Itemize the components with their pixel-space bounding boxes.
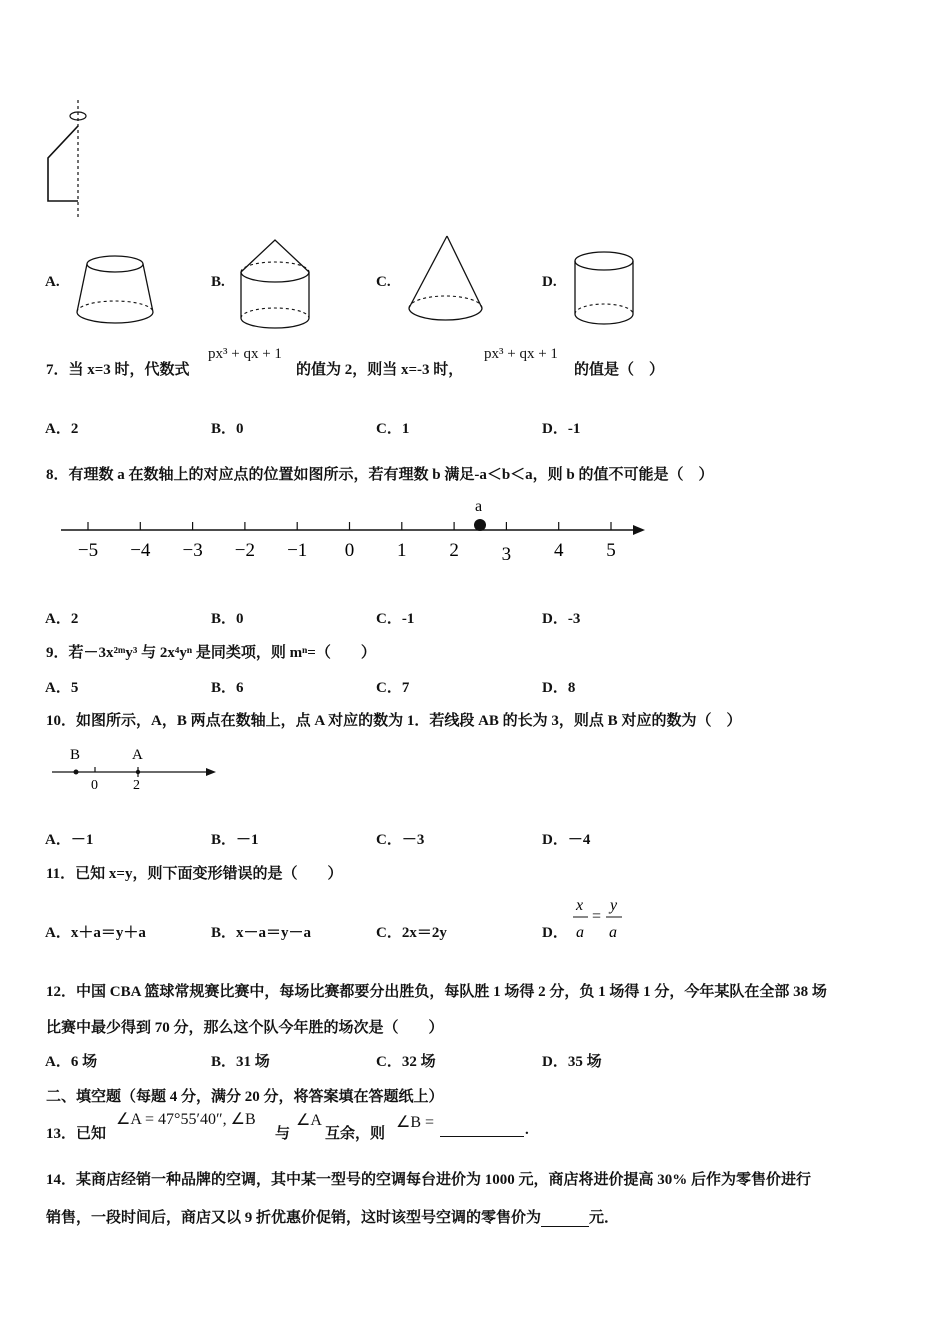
q7-expression-2: px³ + qx + 1 — [484, 346, 558, 362]
q6-option-a-label: A. — [45, 274, 60, 290]
q14-stem-line2 — [46, 1206, 619, 1227]
q6-option-c-cone — [402, 232, 488, 330]
q9-option-b: B．6 — [211, 680, 244, 696]
q6-option-a-frustum — [72, 252, 158, 330]
q8-option-b: B．0 — [211, 611, 244, 627]
q11-option-d-fraction — [570, 893, 630, 943]
q8-point-a-label: a — [475, 498, 483, 515]
q8-number-line — [55, 494, 655, 572]
q8-option-a: A．2 — [45, 611, 79, 627]
q8-stem: 8．有理数 a 在数轴上的对应点的位置如图所示，若有理数 b 满足-a＜b＜a，则 b 的值不可能是（ ） — [46, 467, 714, 483]
q10-option-b: B．－1 — [211, 832, 259, 848]
q7-stem-suffix: 的值是（ ） — [574, 362, 665, 378]
q10-stem: 10．如图所示，A，B 两点在数轴上，点 A 对应的数为 1．若线段 AB 的长为 3，则点 B 对应的数为（ ） — [46, 713, 742, 729]
q7-stem-mid: 的值为 2，则当 x=-3 时， — [296, 362, 464, 378]
q7-option-b: B．0 — [211, 421, 244, 437]
q10-option-c: C．－3 — [376, 832, 425, 848]
q8-option-d: D．-3 — [542, 611, 581, 627]
q9-option-d: D．8 — [542, 680, 576, 696]
q8-tick-label: 3 — [501, 544, 512, 565]
fraction-equals: = — [592, 908, 602, 925]
q8-tick-label: 5 — [606, 540, 616, 561]
q6-option-b-label: B. — [211, 274, 225, 290]
q8-tick-label: −2 — [234, 540, 256, 561]
q12-option-d: D．35 场 — [542, 1054, 602, 1070]
q7-expression-1: px³ + qx + 1 — [208, 346, 282, 362]
q7-stem-prefix: 7．当 x=3 时，代数式 — [46, 362, 190, 378]
q14-answer-blank[interactable] — [541, 1210, 589, 1227]
section-2-title: 二、填空题（每题 4 分，满分 20 分，将答案填在答题纸上） — [46, 1089, 444, 1105]
q10-option-a: A．－1 — [45, 832, 94, 848]
q10-number-line — [48, 742, 223, 794]
fraction-num-right: y — [610, 897, 618, 914]
q13-expression-3: ∠B = — [396, 1114, 435, 1131]
q10-label-zero: 0 — [91, 778, 98, 793]
q12-stem-line1: 12．中国 CBA 篮球常规赛比赛中，每场比赛都要分出胜负，每队胜 1 场得 2 分，负 1 场得 1 分，今年某队在全部 38 场 — [46, 984, 827, 1000]
q11-option-d: D． — [542, 925, 568, 941]
q8-tick-label: 4 — [553, 540, 564, 561]
q9-stem: 9．若－3x²ᵐy³ 与 2x⁴yⁿ 是同类项，则 mⁿ=（ ） — [46, 645, 376, 661]
rotation-figure — [40, 98, 100, 220]
q13-end: . — [525, 1122, 529, 1138]
q6-option-c-label: C. — [376, 274, 391, 290]
q10-label-two: 2 — [133, 778, 140, 793]
q10-option-d: D．－4 — [542, 832, 591, 848]
q7-option-a: A．2 — [45, 421, 79, 437]
q14-stem-line1: 14．某商店经销一种品牌的空调，其中某一型号的空调每台进价为 1000 元，商店将进价提高 30% 后作为零售价进行 — [46, 1172, 812, 1188]
q13-prefix: 13．已知 — [46, 1126, 107, 1142]
q6-option-d-cylinder — [568, 248, 640, 332]
q13-mid-2: 互余，则 — [325, 1126, 386, 1142]
q7-stem — [46, 358, 190, 379]
q8-tick-label: −3 — [182, 540, 203, 561]
q8-tick-label: 1 — [397, 540, 407, 561]
q7-option-d: D．-1 — [542, 421, 581, 437]
q7-option-c: C．1 — [376, 421, 410, 437]
q6-option-b-cone-cylinder — [234, 236, 316, 332]
q9-option-a: A．5 — [45, 680, 79, 696]
q13-expression-1: ∠A = 47°55′40″, ∠B — [116, 1111, 256, 1128]
q14-line2-suffix: 元． — [589, 1210, 620, 1226]
fraction-den-left: a — [576, 924, 584, 941]
q14-line2-prefix: 销售，一段时间后，商店又以 9 折优惠价促销，这时该型号空调的零售价为 — [46, 1210, 542, 1226]
q12-option-b: B．31 场 — [211, 1054, 270, 1070]
q12-option-c: C．32 场 — [376, 1054, 436, 1070]
q10-label-b: B — [70, 747, 81, 763]
q8-tick-label: −1 — [287, 540, 308, 561]
q8-tick-label: 2 — [449, 540, 459, 561]
q11-option-b: B．x－a＝y－a — [211, 925, 312, 941]
q6-option-d-label: D. — [542, 274, 557, 290]
q12-stem-line2: 比赛中最少得到 70 分，那么这个队今年胜的场次是（ ） — [46, 1020, 444, 1036]
q13-answer-blank[interactable] — [440, 1120, 524, 1137]
fraction-den-right: a — [609, 924, 617, 941]
q8-tick-label: −4 — [130, 540, 151, 561]
q8-option-c: C．-1 — [376, 611, 415, 627]
q9-option-c: C．7 — [376, 680, 410, 696]
q8-tick-label: −5 — [77, 540, 99, 561]
q12-option-a: A．6 场 — [45, 1054, 98, 1070]
q13-expression-2: ∠A — [296, 1112, 322, 1129]
q8-tick-label: 0 — [344, 540, 355, 561]
q10-label-a: A — [132, 747, 143, 763]
q13-mid-1: 与 — [275, 1126, 291, 1142]
fraction-num-left: x — [576, 897, 584, 914]
q11-option-a: A．x＋a＝y＋a — [45, 925, 146, 941]
q11-stem: 11．已知 x=y，则下面变形错误的是（ ） — [46, 866, 343, 882]
q11-option-c: C．2x＝2y — [376, 925, 447, 941]
